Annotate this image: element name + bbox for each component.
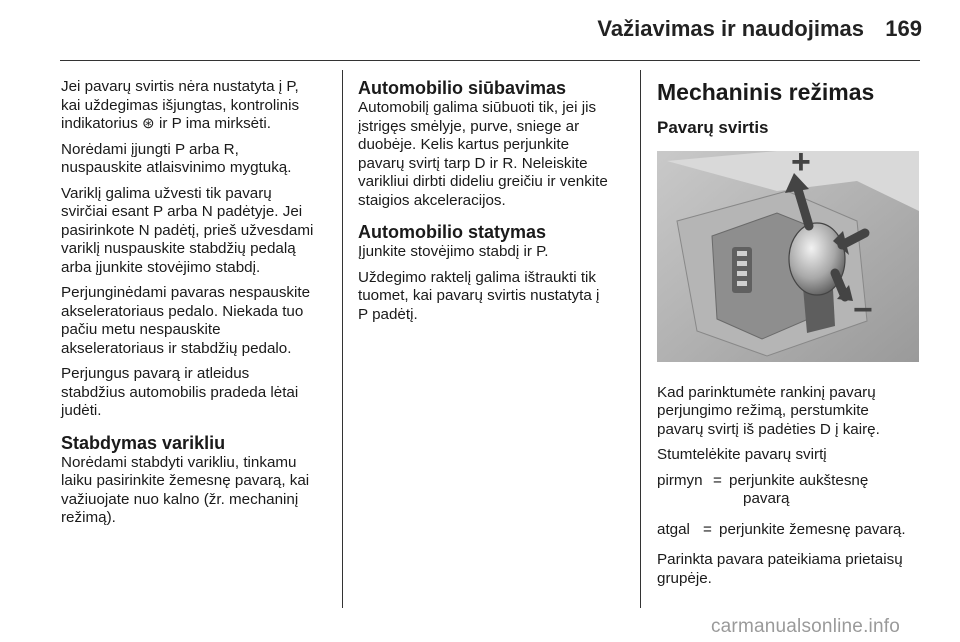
page-header	[0, 0, 960, 60]
text-line: Automobilį galima siūbuoti tik, jei jis	[358, 99, 597, 116]
text-line: svirčiai esant P arba N padėtyje. Jei	[61, 203, 303, 220]
subsection-heading: Pavarų svirtis	[657, 118, 769, 137]
gate-mark	[737, 271, 747, 276]
column-divider	[342, 70, 343, 608]
text-line: akseleratoriaus ir stabdžių pedalo.	[61, 339, 292, 357]
gear-selector-illustration	[657, 151, 919, 362]
text-line: Perjungus pavarą ir atleidus	[61, 365, 250, 382]
definition-row	[657, 472, 927, 509]
text-line: perjungimo režimą, perstumkite	[657, 402, 869, 419]
text-line: kai uždegimas išjungtas, kontrolinis	[61, 96, 300, 114]
paragraph	[61, 454, 331, 528]
text-line: variklį nuspauskite stabdžių pedalą	[61, 240, 296, 257]
text-line: pačiu metu nespauskite	[61, 321, 221, 338]
text-line: Jei pavarų svirtis nėra nustatyta į P,	[61, 78, 299, 95]
paragraph	[657, 384, 927, 440]
text-line: Uždegimo raktelį galima ištraukti tik	[358, 268, 597, 286]
definition-description	[719, 521, 927, 540]
column-1	[61, 78, 331, 535]
text-line: judėti.	[61, 402, 102, 419]
text-line: duobėje. Kelis kartus perjunkite	[358, 136, 570, 153]
gate-mark	[737, 251, 747, 256]
page-number: 169	[885, 16, 922, 41]
text-line: Variklį galima užvesti tik pavarų	[61, 184, 272, 202]
paragraph	[358, 243, 630, 262]
text-line: P padėtį.	[358, 305, 418, 323]
definition-equals: =	[713, 471, 722, 489]
text-line: Kad parinktumėte rankinį pavarų	[657, 383, 876, 401]
text-line: Įjunkite stovėjimo stabdį ir P.	[358, 243, 549, 260]
text-line: stabdžius automobilis pradeda lėtai	[61, 383, 299, 401]
text-line: varikliui dirbti dideliu greičiu ir venkite	[358, 173, 608, 190]
text-line: akseleratoriaus pedalo. Niekada tuo	[61, 302, 304, 320]
definition-term: atgal	[657, 520, 690, 538]
text-line: pavarą	[743, 490, 790, 507]
column-2	[358, 78, 630, 331]
definition-list	[657, 472, 927, 540]
definition-description	[729, 472, 927, 509]
text-line: perjunkite žemesnę pavarą.	[719, 520, 906, 538]
text-line: tuomet, kai pavarų svirtis nustatyta į	[358, 287, 600, 304]
definition-equals: =	[703, 520, 712, 538]
text-line: grupėje.	[657, 569, 712, 587]
header-rule	[60, 60, 920, 61]
text-line: nuspauskite atlaisvinimo mygtuką.	[61, 159, 292, 176]
text-line: Stumtelėkite pavarų svirtį	[657, 446, 827, 463]
minus-sign: −	[853, 291, 873, 329]
column-divider	[640, 70, 641, 608]
chapter-heading: Mechaninis režimas	[657, 79, 875, 105]
column-3	[657, 78, 927, 595]
text-line: staigios akceleracijos.	[358, 191, 506, 209]
text-line: laiku pasirinkite žemesnę pavarą, kai	[61, 472, 310, 489]
watermark-link[interactable]: carmanualsonline.info	[710, 616, 900, 637]
section-heading: Automobilio statymas	[358, 222, 547, 242]
paragraph	[61, 78, 331, 134]
paragraph	[358, 99, 630, 210]
section-heading: Automobilio siūbavimas	[358, 78, 567, 98]
text-line: perjunkite aukštesnę	[729, 471, 869, 489]
running-title: Važiavimas ir naudojimas	[597, 16, 864, 41]
text-line: pasirinkote N padėtį, prieš užvesdami	[61, 221, 314, 239]
paragraph	[61, 141, 331, 178]
gate-mark	[737, 281, 747, 286]
text-line: važiuojate nuo kalno (žr. mechaninį	[61, 490, 299, 508]
text-line: Parinkta pavara pateikiama prietaisų	[657, 551, 903, 568]
text-line: indikatorius ⊛ ir P ima mirksėti.	[61, 115, 271, 132]
gate-mark	[737, 261, 747, 266]
text-line: režimą).	[61, 509, 116, 526]
text-line: Perjunginėdami pavaras nespauskite	[61, 284, 311, 301]
paragraph	[61, 284, 331, 358]
paragraph	[358, 269, 630, 325]
paragraph	[61, 185, 331, 278]
text-line: Norėdami stabdyti varikliu, tinkamu	[61, 453, 297, 471]
text-line: pavarų svirtį iš padėties D į kairę.	[657, 420, 880, 438]
paragraph	[657, 446, 927, 465]
definition-term: pirmyn	[657, 471, 703, 489]
section-heading: Stabdymas varikliu	[61, 432, 226, 453]
paragraph	[61, 365, 331, 421]
text-line: arba įjunkite stovėjimo stabdį.	[61, 258, 261, 276]
text-line: Norėdami įjungti P arba R,	[61, 140, 239, 158]
definition-row	[657, 521, 927, 540]
text-line: pavarų svirtį tarp D ir R. Neleiskite	[358, 154, 588, 172]
paragraph	[657, 551, 927, 588]
plus-sign: +	[791, 151, 811, 181]
text-line: įstrigęs smėlyje, purve, sniege ar	[358, 117, 580, 135]
